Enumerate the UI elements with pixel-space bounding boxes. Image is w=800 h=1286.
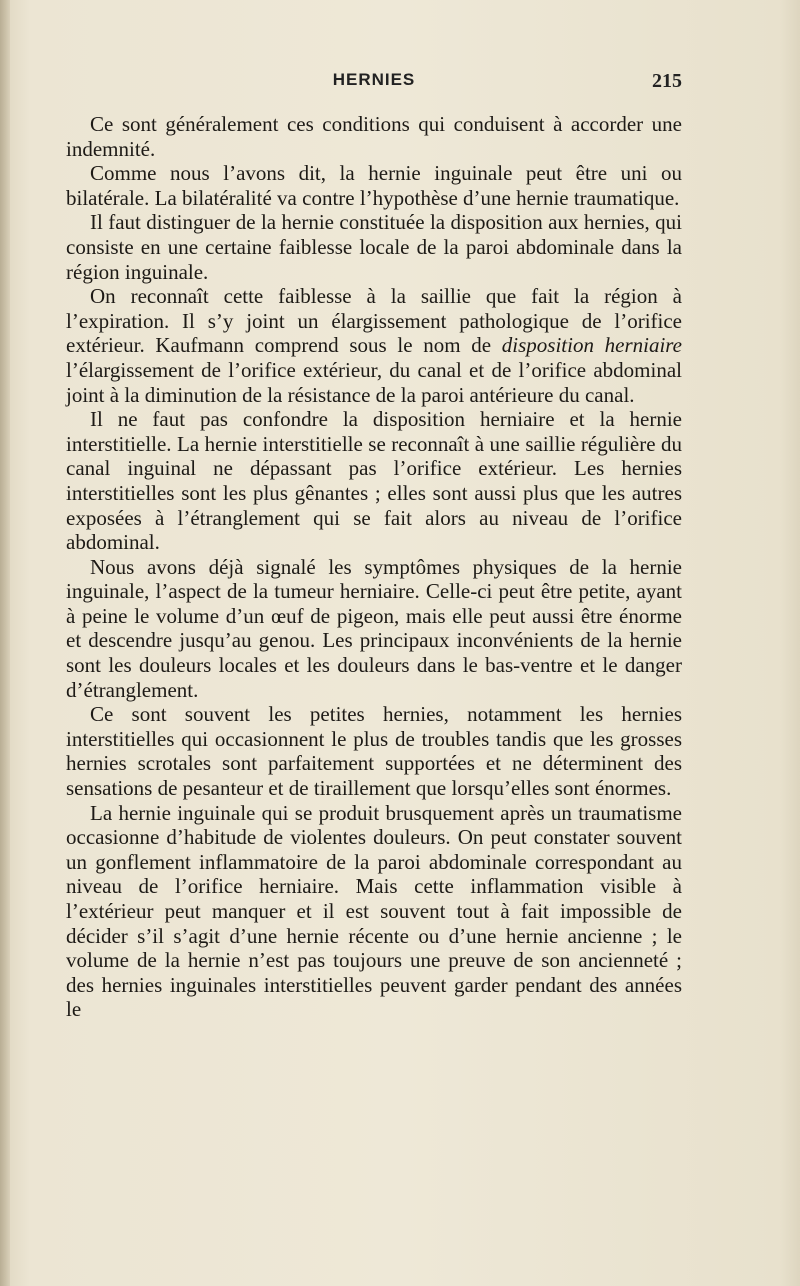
paragraph: Ce sont souvent les petites hernies, notamment les hernies interstitielles qui occasionnent le plus de troubles tandis que les grosses hernies scrotales sont parfaitement supportées et ne déterminent des sensations de pesanteur et de tiraillement que lorsqu’elles sont énormes. [66,702,682,801]
body-text [66,112,682,1022]
page-number: 215 [652,70,682,92]
paragraph: Comme nous l’avons dit, la hernie inguinale peut être uni ou bilatérale. La bilatéralité va contre l’hypothèse d’une hernie traumatique. [66,161,682,210]
emphasized-term: disposition herniaire [501,333,683,358]
paragraph: Nous avons déjà signalé les symptômes physiques de la hernie inguinale, l’aspect de la tumeur herniaire. Celle-ci peut être petite, ayant à peine le volume d’un œuf de pigeon, mais elle peut aussi être énorme et descendre jusqu’au genou. Les principaux inconvénients de la hernie sont les douleurs locales et les douleurs dans le bas-ventre et le danger d’étranglement. [66,554,682,702]
paragraph [66,284,682,407]
paragraph: Ce sont généralement ces conditions qui conduisent à accorder une indemnité. [66,112,682,161]
paragraph-text: On reconnaît cette faiblesse à la saillie que fait la région à l’expiration. Il s’y joint un élargissement pathologique de l’orifice extérieur. Kaufmann comprend sous le nom de [66,284,682,358]
page-gutter [0,0,10,1286]
paragraph: La hernie inguinale qui se produit brusquement après un traumatisme occasionne d’habitude de violentes douleurs. On peut constater souvent un gonflement inflammatoire de la paroi abdominale correspondant au niveau de l’orifice herniaire. Mais cette inflammation visible à l’extérieur peut manquer et il est souvent tout à fait impossible de décider s’il s’agit d’une hernie récente ou d’une hernie ancienne ; le volume de la hernie n’est pas toujours une preuve de son ancienneté ; des hernies inguinales interstitielles peuvent garder pendant des années le [66,800,682,1022]
paragraph: Il ne faut pas confondre la disposition herniaire et la hernie interstitielle. La hernie interstitielle se reconnaît à une saillie régulière du canal inguinal ne dépassant pas l’orifice extérieur. Les hernies interstitielles sont les plus gênantes ; elles sont aussi plus que les autres exposées à l’étranglement qui se fait alors au niveau de l’orifice abdominal. [66,407,682,555]
paragraph-text: l’élargissement de l’orifice extérieur, du canal et de l’orifice abdominal joint à la diminution de la résistance de la paroi antérieure du canal. [66,357,682,407]
page-header [66,70,682,96]
running-title: HERNIES [332,70,416,89]
paragraph: Il faut distinguer de la hernie constituée la disposition aux hernies, qui consiste en une certaine faiblesse locale de la paroi abdominale dans la région inguinale. [66,210,682,284]
